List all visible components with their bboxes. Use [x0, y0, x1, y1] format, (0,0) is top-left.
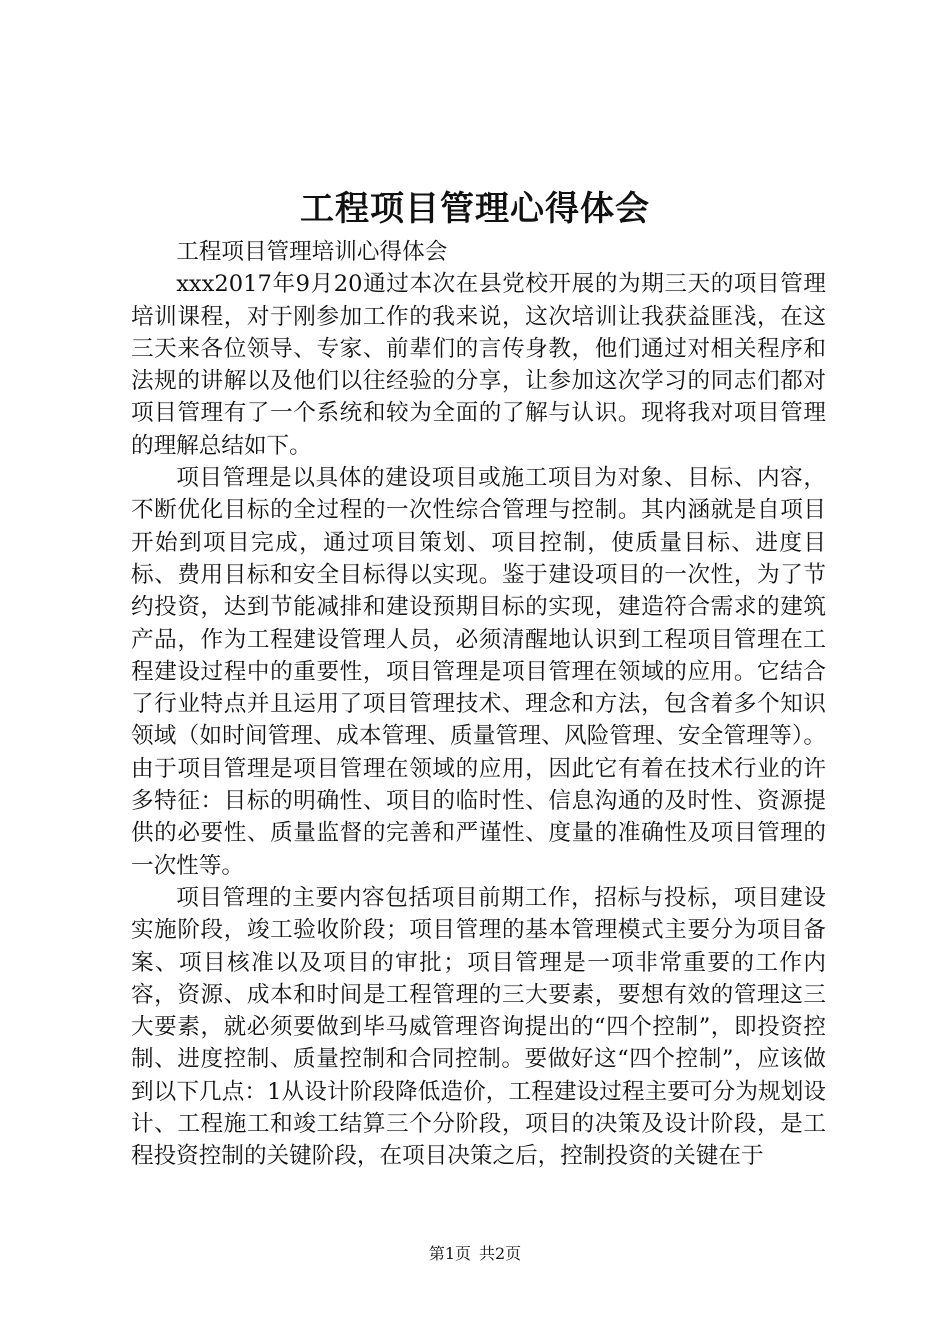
paragraph: xxx2017年9月20通过本次在县党校开展的为期三天的项目管理培训课程，对于刚参加工作的我来说，这次培训让我获益匪浅，在这三天来各位领导、专家、前辈们的言传身教，他们通过对相关程序和法规的讲解以及他们以往经验的分享，让参加这次学习的同志们都对项目管理有了一个系统和较为全面的了解与认识。现将我对项目管理的理解总结如下。	[131, 271, 826, 459]
page-total: 共2页	[479, 1244, 522, 1263]
paragraph: 项目管理的主要内容包括项目前期工作，招标与投标，项目建设实施阶段，竣工验收阶段；项目管理的基本管理模式主要分为项目备案、项目核准以及项目的审批；项目管理是一项非常重要的工作内容，资源、成本和时间是工程管理的三大要素，要想有效的管理这三大要素，就必须要做到毕马威管理咨询提出的“四个控制”，即投资控制、进度控制、质量控制和合同控制。要做好这“四个控制”，应该做到以下几点：1从设计阶段降低造价，工程建设过程主要可分为规划设计、工程施工和竣工结算三个分阶段，项目的决策及设计阶段，是工程投资控制的关键阶段，在项目决策之后，控制投资的关键在于	[131, 884, 826, 1170]
document-body	[131, 236, 826, 1173]
paragraph-subtitle: 工程项目管理培训心得体会	[176, 239, 448, 265]
page-footer	[0, 1243, 950, 1265]
paragraph: 项目管理是以具体的建设项目或施工项目为对象、目标、内容，不断优化目标的全过程的一次性综合管理与控制。其内涵就是自项目开始到项目完成，通过项目策划、项目控制，使质量目标、进度目标、费用目标和安全目标得以实现。鉴于建设项目的一次性，为了节约投资，达到节能减排和建设预期目标的实现，建造符合需求的建筑产品，作为工程建设管理人员，必须清醒地认识到工程项目管理在工程建设过程中的重要性，项目管理是项目管理在领域的应用。它结合了行业特点并且运用了项目管理技术、理念和方法，包含着多个知识领域（如时间管理、成本管理、质量管理、风险管理、安全管理等）。由于项目管理是项目管理在领域的应用，因此它有着在技术行业的许多特征：目标的明确性、项目的临时性、信息沟通的及时性、资源提供的必要性、质量监督的完善和严谨性、度量的准确性及项目管理的一次性等。	[131, 465, 826, 879]
document-title: 工程项目管理心得体会	[300, 189, 650, 229]
page-number: 第1页	[428, 1244, 471, 1263]
